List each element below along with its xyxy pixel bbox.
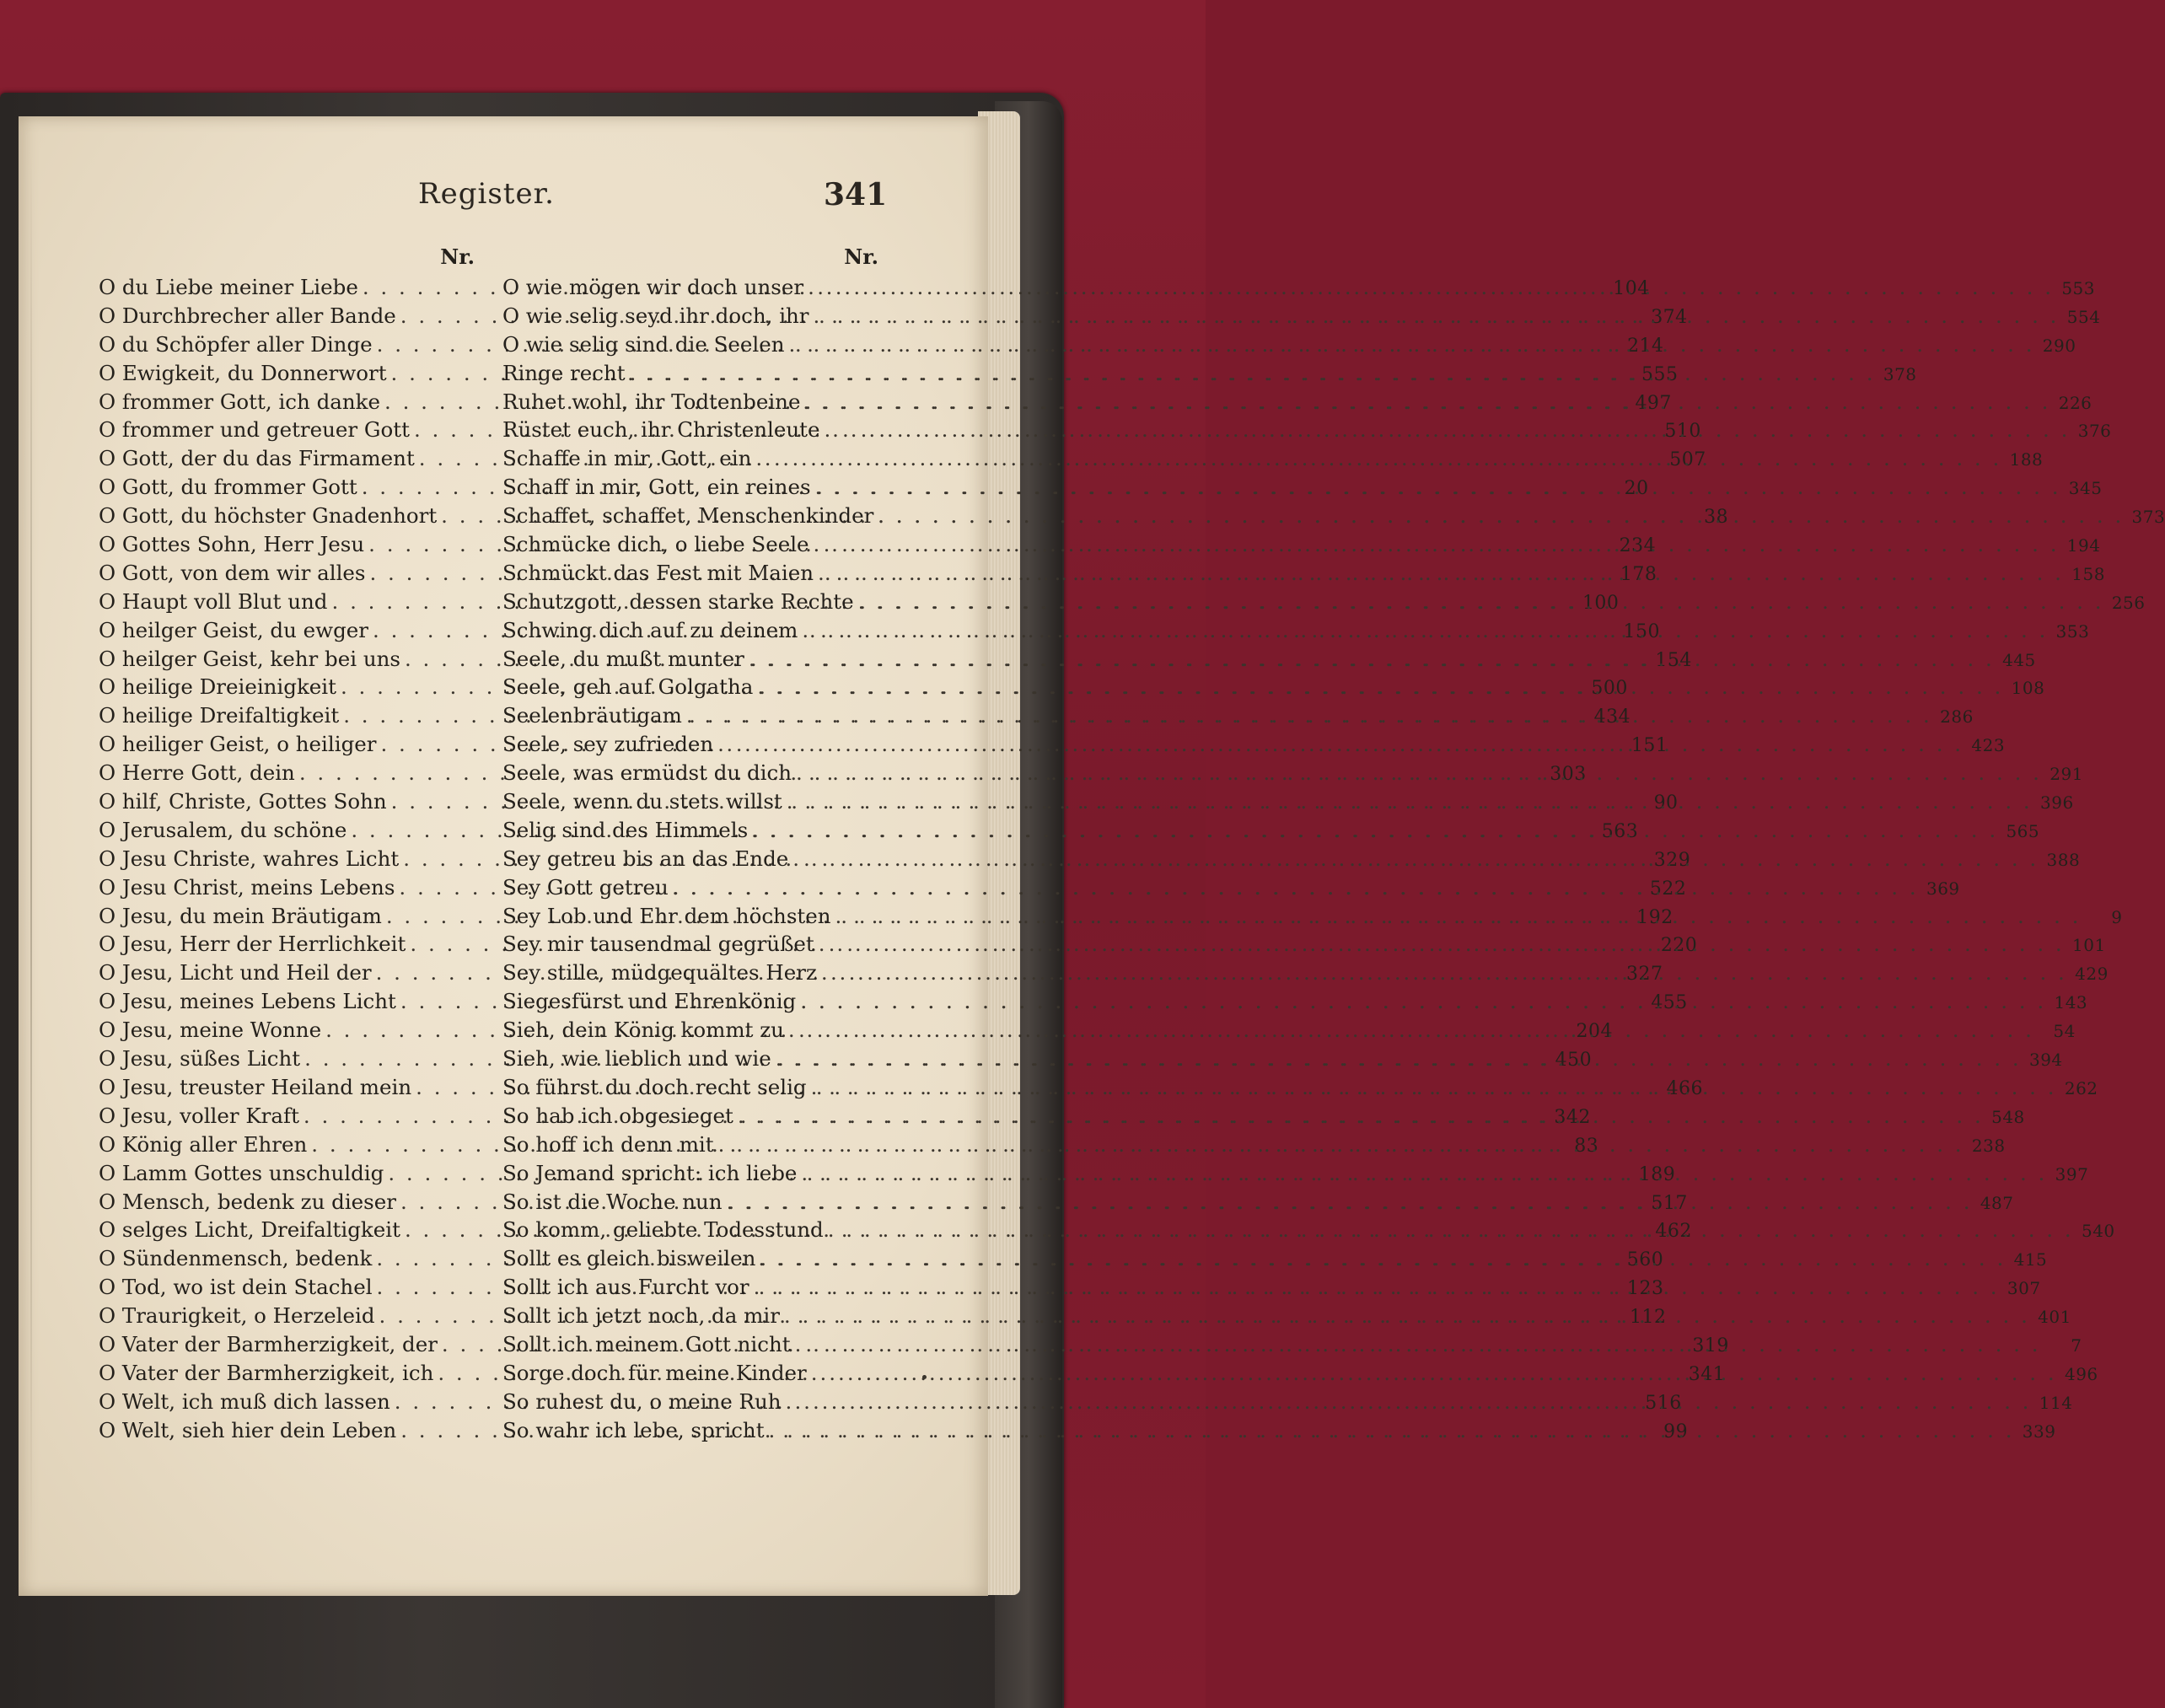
entry-title: O heilige Dreifaltigkeit: [99, 703, 340, 728]
entry-title: O frommer Gott, ich danke: [99, 389, 380, 414]
dot-leader: [754, 1273, 2000, 1302]
entry-number: 194: [2066, 535, 2101, 556]
entry-number: 565: [2006, 820, 2040, 841]
dot-leader: [738, 1102, 1984, 1131]
entry-number: 353: [2055, 620, 2090, 642]
entry-number: 83: [1574, 1135, 1599, 1157]
entry-title: O heilger Geist, kehr bei uns: [99, 646, 400, 671]
entry-number: 290: [2042, 335, 2076, 356]
entry-number: 256: [2111, 592, 2146, 613]
entry-title: O Jesu Christ, meins Lebens: [99, 874, 395, 900]
entry-number: 158: [2071, 563, 2105, 584]
entry-title: Sey Gott getreu: [502, 874, 669, 900]
entry-number: 516: [1645, 1392, 1682, 1414]
entry-title: Schaffet, schaffet, Menschenkinder: [502, 503, 874, 529]
entry-title: Sollt ich aus Furcht vor: [502, 1275, 749, 1300]
entry-title: So ist die Woche nun: [502, 1189, 723, 1214]
entry-title: O Jesu Christe, wahres Licht: [99, 846, 400, 871]
entry-title: Selig sind des Himmels: [502, 817, 749, 842]
dot-leader: [749, 645, 1995, 674]
entry-number: 154: [1655, 649, 1692, 671]
entry-number: 500: [1591, 678, 1628, 700]
entry-title: Sieh, dein König kommt zu: [502, 1018, 784, 1043]
entry-title: So wahr ich lebe, spricht: [502, 1417, 765, 1442]
dot-leader: [858, 588, 2104, 616]
entry-title: O Durchbrecher aller Bande: [99, 303, 396, 328]
dot-leader: [802, 616, 2048, 645]
entry-title: Seele, was ermüdst du dich: [502, 760, 792, 786]
entry-number: 100: [1582, 592, 1620, 614]
entry-number: 104: [1613, 278, 1650, 299]
entry-title: So Jemand spricht: ich liebe: [502, 1160, 798, 1185]
entry-number: 20: [1624, 478, 1649, 500]
entry-title: O hilf, Christe, Gottes Sohn: [99, 789, 387, 814]
entry-number: 9: [2111, 906, 2123, 927]
dot-leader: [784, 1302, 2030, 1330]
dot-leader: [811, 1359, 2057, 1388]
entry-number: 462: [1655, 1221, 1692, 1243]
entry-title: O Lamm Gottes unschuldig: [99, 1160, 384, 1185]
dot-leader: [789, 330, 2035, 359]
entry-title: O Tod, wo ist dein Stachel: [99, 1275, 373, 1300]
nr-column-header: Nr.: [844, 244, 878, 269]
entry-title: Schmückt das Fest mit Maien: [502, 560, 814, 585]
entry-title: O Gott, von dem wir alles: [99, 560, 366, 585]
entry-number: 397: [2055, 1163, 2089, 1184]
entry-number: 143: [2054, 992, 2088, 1013]
entry-number: 455: [1651, 992, 1688, 1014]
entry-title: Schwing dich auf zu deinem: [502, 617, 798, 642]
dot-leader: [814, 302, 2060, 330]
entry-title: Seele, sey zufrieden: [502, 732, 714, 757]
entry-number: 189: [1638, 1163, 1676, 1185]
entry-number: 507: [1669, 449, 1706, 471]
entry-title: Sieh, wie lieblich und wie: [502, 1046, 771, 1072]
entry-title: O heilige Dreieinigkeit: [99, 674, 336, 700]
entry-number: 378: [1883, 363, 1917, 384]
entry-title: O Jerusalem, du schöne: [99, 817, 347, 842]
entry-title: O Welt, ich muß dich lassen: [99, 1388, 390, 1414]
dot-leader: [786, 1388, 2032, 1416]
dot-leader: [814, 530, 2060, 559]
dot-leader: [819, 930, 2065, 959]
entry-number: 560: [1626, 1249, 1664, 1271]
entry-number: 342: [1554, 1106, 1591, 1128]
entry-number: 376: [2077, 421, 2112, 442]
dot-leader: [878, 502, 2124, 530]
dot-leader: [821, 959, 2067, 987]
running-head: [19, 177, 988, 219]
entry-number: 497: [1635, 392, 1672, 414]
dot-leader: [815, 473, 2061, 502]
entry-title: O Jesu, süßes Licht: [99, 1046, 301, 1072]
entry-number: 522: [1649, 878, 1687, 900]
entry-title: Seele, wenn du stets willst: [502, 789, 782, 814]
entry-number: 548: [1991, 1106, 2025, 1127]
entry-number: 220: [1660, 935, 1698, 957]
entry-title: Sey Lob und Ehr dem höchsten: [502, 903, 831, 928]
entry-title: Seele, du mußt munter: [502, 646, 744, 671]
entry-title: O Gottes Sohn, Herr Jesu: [99, 532, 365, 557]
dot-leader: [752, 816, 1998, 845]
entry-number: 38: [1704, 507, 1729, 529]
entry-number: 329: [1653, 849, 1691, 871]
entry-title: Schmücke dich, o liebe Seele: [502, 532, 809, 557]
dot-leader: [776, 1045, 2022, 1073]
entry-title: O Jesu, treuster Heiland mein: [99, 1074, 412, 1099]
entry-title: O Jesu, meines Lebens Licht: [99, 989, 396, 1014]
entry-title: Seele, geh auf Golgatha: [502, 674, 754, 700]
entry-title: Schaffe in mir, Gott, ein: [502, 446, 752, 471]
dot-leader: [835, 902, 2082, 931]
entry-number: 150: [1623, 620, 1660, 642]
entry-title: Seelenbräutigam: [502, 703, 682, 728]
entry-number: 123: [1626, 1278, 1664, 1300]
entry-number: 388: [2046, 849, 2081, 870]
entry-number: 553: [2061, 278, 2096, 298]
entry-title: Sollt ich meinem Gott nicht: [502, 1331, 791, 1356]
dot-leader: [795, 1330, 2041, 1359]
entry-title: O Jesu, Herr der Herrlichkeit: [99, 932, 406, 957]
dot-leader: [718, 1131, 1964, 1159]
running-title: Register.: [418, 177, 555, 211]
entry-title: O Jesu, du mein Bräutigam: [99, 903, 382, 928]
page-number: 341: [824, 177, 888, 212]
dot-leader: [804, 388, 2050, 416]
entry-title: Schutzgott, dessen starke Rechte: [502, 588, 854, 614]
dot-leader: [818, 559, 2064, 588]
dot-leader: [755, 444, 2001, 473]
dot-leader: [824, 416, 2070, 444]
entry-number: 466: [1666, 1077, 1704, 1099]
dot-leader: [811, 1073, 2057, 1102]
entry-number: 101: [2072, 935, 2106, 956]
entry-title: O Herre Gott, dein: [99, 760, 295, 786]
entry-number: 291: [2049, 764, 2083, 785]
entry-title: So hab ich obgesieget: [502, 1103, 733, 1128]
entry-number: 496: [2064, 1363, 2098, 1384]
dot-leader: [828, 1216, 2074, 1244]
entry-title: O wie selig sind die Seelen: [502, 331, 785, 357]
entry-title: O Jesu, meine Wonne: [99, 1018, 322, 1043]
entry-number: 178: [1620, 563, 1657, 585]
entry-number: 396: [2040, 792, 2074, 814]
entry-title: Ringe recht: [502, 360, 626, 385]
entry-number: 262: [2064, 1077, 2098, 1098]
entry-number: 90: [1653, 792, 1679, 814]
entry-title: Sollt ich jetzt noch, da mir: [502, 1303, 780, 1329]
dot-leader: [727, 1188, 1973, 1217]
entry-number: 345: [2068, 478, 2103, 499]
entry-number: 226: [2058, 392, 2092, 413]
entry-number: 555: [1641, 363, 1679, 385]
dot-leader: [630, 359, 1876, 388]
entry-title: O heilger Geist, du ewger: [99, 617, 369, 642]
entry-number: 303: [1550, 764, 1587, 786]
entry-title: O du Liebe meiner Liebe: [99, 275, 358, 299]
entry-number: 234: [1619, 535, 1657, 557]
entry-number: 517: [1651, 1192, 1688, 1214]
entry-title: Sey mir tausendmal gegrüßet: [502, 932, 814, 957]
entry-number: 204: [1576, 1021, 1614, 1043]
entry-number: 151: [1630, 735, 1668, 757]
entry-number: 415: [2013, 1249, 2048, 1270]
dot-leader: [686, 701, 1932, 730]
entry-number: 434: [1593, 706, 1631, 728]
dot-leader: [788, 1016, 2034, 1045]
entry-number: 369: [1926, 878, 1960, 899]
entry-title: O Gott, der du das Firmament: [99, 446, 415, 471]
entry-title: O Vater der Barmherzigkeit, ich: [99, 1360, 434, 1385]
entry-title: Sorge doch für meine Kinder: [502, 1360, 807, 1385]
entry-title: O Gott, du frommer Gott: [99, 475, 357, 500]
entry-number: 445: [2002, 649, 2036, 670]
entry-number: 394: [2028, 1050, 2063, 1071]
entry-number: 108: [2011, 678, 2045, 699]
entry-title: Ruhet wohl, ihr Todtenbeine: [502, 389, 801, 414]
entry-number: 112: [1629, 1307, 1667, 1329]
entry-number: 192: [1636, 906, 1673, 928]
entry-number: 563: [1601, 820, 1639, 842]
entry-number: 487: [1980, 1192, 2014, 1213]
entry-number: 214: [1627, 335, 1664, 357]
dot-leader: [800, 987, 2046, 1016]
entry-number: 286: [1940, 706, 1974, 728]
entry-number: 339: [2022, 1421, 2056, 1442]
dot-leader: [796, 759, 2042, 787]
entry-title: So hoff ich denn mit: [502, 1131, 714, 1157]
entry-title: O Sündenmensch, bedenk: [99, 1246, 373, 1271]
entry-title: Sollt es gleich bisweilen: [502, 1246, 756, 1271]
entry-title: O Gott, du höchster Gnadenhort: [99, 503, 438, 529]
dot-leader: [757, 673, 2003, 701]
entry-number: 238: [1971, 1135, 2006, 1156]
entry-title: O Jesu, Licht und Heil der: [99, 960, 372, 986]
entry-number: 429: [2075, 964, 2109, 985]
entry-title: So ruhest du, o meine Ruh: [502, 1388, 782, 1414]
entry-number: 307: [2007, 1278, 2041, 1299]
entry-number: 341: [1688, 1363, 1726, 1385]
entry-title: O wie selig seyd ihr doch, ihr: [502, 303, 809, 328]
entry-number: 540: [2081, 1221, 2115, 1242]
entry-title: O wie mögen wir doch unser: [502, 275, 804, 299]
entry-title: O Vater der Barmherzigkeit, der: [99, 1331, 438, 1356]
entry-title: Rüstet euch, ihr Christenleute: [502, 417, 820, 443]
dot-leader: [787, 787, 2033, 816]
entry-number: 114: [2039, 1392, 2073, 1413]
entry-title: O du Schöpfer aller Dinge: [99, 331, 373, 357]
entry-number: 423: [1971, 735, 2006, 756]
entry-title: So führst du doch recht selig: [502, 1074, 807, 1099]
dot-leader: [769, 1416, 2015, 1445]
entry-title: O Ewigkeit, du Donnerwort: [99, 360, 387, 385]
entry-number: 99: [1663, 1421, 1689, 1442]
entry-number: 510: [1664, 421, 1701, 443]
entry-title: O heiliger Geist, o heiliger: [99, 732, 377, 757]
entry-number: 188: [2009, 449, 2044, 470]
ink-speck: [922, 1375, 927, 1379]
entry-title: O Haupt voll Blut und: [99, 588, 328, 614]
dot-leader: [808, 273, 2054, 302]
entry-title: O frommer und getreuer Gott: [99, 417, 410, 443]
entry-number: 327: [1626, 964, 1663, 986]
dot-leader: [673, 873, 1919, 902]
entry-number: 374: [1651, 306, 1688, 328]
entry-title: O König aller Ehren: [99, 1131, 308, 1157]
nr-column-header: Nr.: [440, 244, 475, 269]
entry-title: Siegesfürst und Ehrenkönig: [502, 989, 797, 1014]
entry-title: O selges Licht, Dreifaltigkeit: [99, 1217, 400, 1243]
entry-title: O Mensch, bedenk zu dieser: [99, 1189, 396, 1214]
entry-number: 450: [1555, 1050, 1593, 1072]
dot-leader: [792, 845, 2039, 873]
dot-leader: [717, 730, 1964, 759]
entry-title: Sey getreu bis an das Ende: [502, 846, 789, 871]
entry-title: So komm, geliebte Todesstund: [502, 1217, 824, 1243]
book-page: [19, 116, 2165, 1596]
entry-number: 319: [1692, 1335, 1729, 1356]
entry-title: Schaff in mir, Gott, ein reines: [502, 475, 811, 500]
entry-number: 7: [2071, 1335, 2082, 1356]
dot-leader: [801, 1159, 2047, 1188]
dot-leader: [760, 1244, 2006, 1273]
entry-title: O Traurigkeit, o Herzeleid: [99, 1303, 375, 1329]
entry-title: O Welt, sieh hier dein Leben: [99, 1417, 397, 1442]
entry-title: O Jesu, voller Kraft: [99, 1103, 299, 1128]
entry-number: 401: [2038, 1307, 2071, 1328]
entry-number: 373: [2131, 507, 2165, 528]
gutter-shadow: [30, 150, 32, 1566]
entry-number: 554: [2066, 306, 2101, 327]
entry-number: 54: [2053, 1021, 2076, 1042]
entry-title: Sey stille, müdgequältes Herz: [502, 960, 817, 986]
